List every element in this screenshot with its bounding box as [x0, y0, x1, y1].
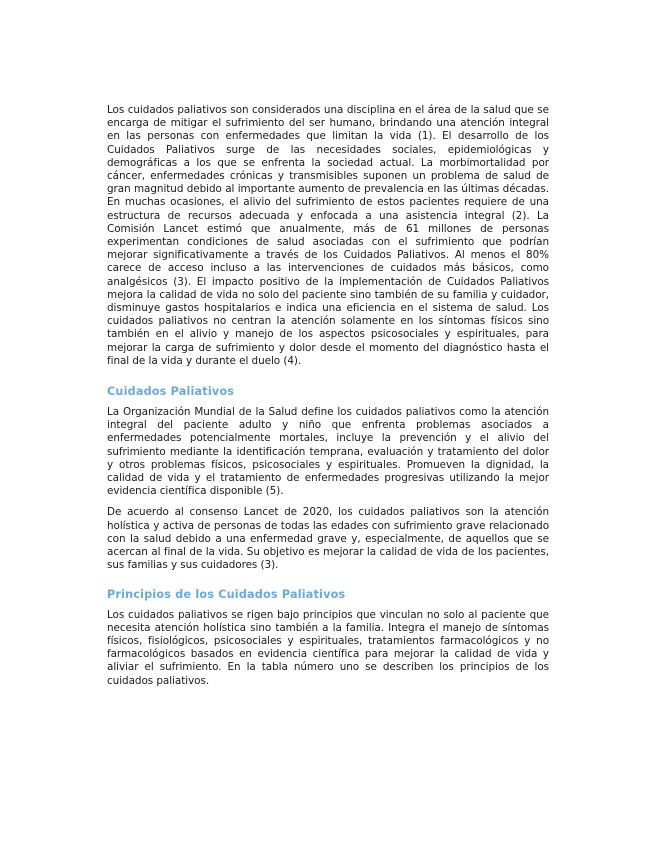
heading-principios: Principios de los Cuidados Paliativos: [107, 587, 346, 601]
principles-paragraph: Los cuidados paliativos se rigen bajo principios que vinculan no solo al paciente que necesita atención holística sino también a la familia. Integra el manejo de síntomas físicos, fisiológicos, psicosociales y espirituales, tratamientos farmacológicos y no farmacológicos basados en evidencia científica para mejorar la calidad de vida y aliviar el sufrimiento. En la tabla número uno se describen los principios de los cuidados paliativos.: [107, 608, 549, 687]
intro-paragraph: Los cuidados paliativos son considerados una disciplina en el área de la salud que se encarga de mitigar el sufrimiento del ser humano, brindando una atención integral en las personas con enfermedades que limitan la vida (1). El desarrollo de los Cuidados Paliativos surge de las necesidades sociales, epidemiológicas y demográficas a los que se enfrenta la sociedad actual. La morbimortalidad por cáncer, enfermedades crónicas y transmisibles suponen un problema de salud de gran magnitud debido al importante aumento de prevalencia en las últimas décadas. En muchas ocasiones, el alivio del sufrimiento de estos pacientes requiere de una estructura de recursos adecuada y enfocada a una asistencia integral (2). La Comisión Lancet estimó que anualmente, más de 61 millones de personas experimentan condiciones de salud asociadas con el sufrimiento que podrían mejorar significativamente a través de los Cuidados Paliativos. Al menos el 80% carece de acceso incluso a las intervenciones de cuidados más básicos, como analgésicos (3). El impacto positivo de la implementación de Cuidados Paliativos mejora la calidad de vida no solo del paciente sino también de su familia y cuidador, disminuye gastos hospitalarios e indica una eficiencia en el sistema de salud. Los cuidados paliativos no centran la atención solamente en los síntomas físicos sino también en el alivio y manejo de los aspectos psicosociales y espirituales, para mejorar la carga de sufrimiento y dolor desde el momento del diagnóstico hasta el final de la vida y durante el duelo (4).: [107, 104, 549, 367]
document-page: [107, 104, 549, 688]
heading-cuidados-paliativos: Cuidados Paliativos: [107, 385, 235, 399]
lancet-consensus-paragraph: De acuerdo al consenso Lancet de 2020, los cuidados paliativos son la atención holística y activa de personas de todas las edades con sufrimiento grave relacionado con la salud debido a una enfermedad grave y, especialmente, de aquellos que se acercan al final de la vida. Su objetivo es mejorar la calidad de vida de los pacientes, sus familias y sus cuidadores (3).: [107, 506, 549, 572]
who-definition-paragraph: La Organización Mundial de la Salud define los cuidados paliativos como la atención integral del paciente adulto y niño que enfrenta problemas asociados a enfermedades potencialmente mortales, incluye la prevención y el alivio del sufrimiento mediante la identificación temprana, evaluación y tratamiento del dolor y otros problemas físicos, psicosociales y espirituales. Promueven la dignidad, la calidad de vida y el tratamiento de enfermedades progresivas utilizando la mejor evidencia científica disponible (5).: [107, 406, 549, 498]
